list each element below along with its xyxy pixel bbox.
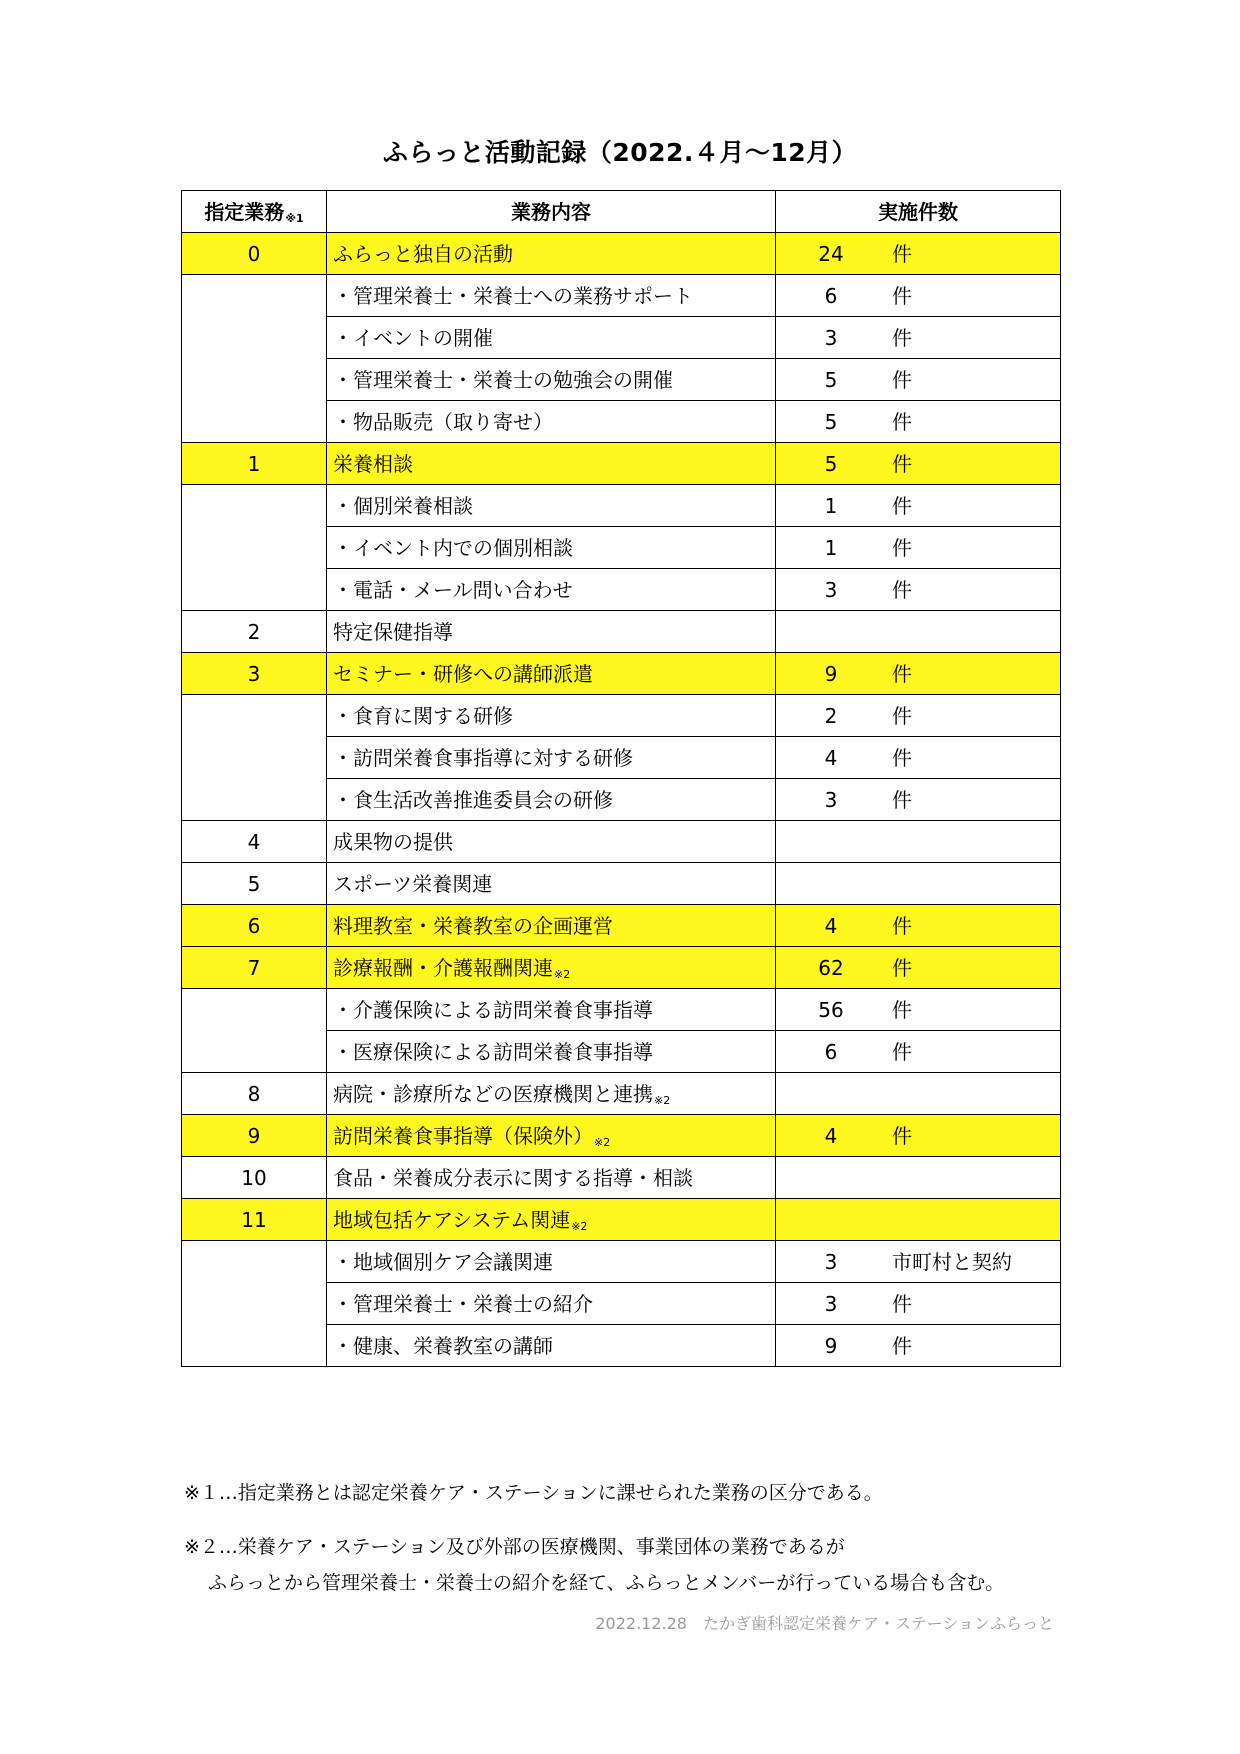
count-cell	[776, 653, 1061, 695]
work-content-text: ・管理栄養士・栄養士の勉強会の開催	[333, 367, 673, 392]
table-row	[182, 653, 1061, 695]
work-content-text: ・個別栄養相談	[333, 493, 473, 518]
work-content-cell	[327, 1115, 776, 1157]
count-unit: 件	[892, 367, 912, 392]
table-row	[182, 1115, 1061, 1157]
count-cell	[776, 443, 1061, 485]
footnote-2-line-1: ※２…栄養ケア・ステーション及び外部の医療機関、事業団体の業務であるが	[184, 1536, 845, 1558]
work-content-text: ・健康、栄養教室の講師	[333, 1333, 553, 1358]
count-value: 3	[824, 577, 838, 602]
count-cell	[776, 233, 1061, 275]
work-content-cell	[327, 569, 776, 611]
count-value: 24	[818, 241, 844, 266]
work-content-cell	[327, 947, 776, 989]
work-content-text: ・イベント内での個別相談	[333, 535, 573, 560]
header-count: 実施件数	[776, 191, 1061, 233]
count-value: 5	[824, 409, 838, 434]
work-content-cell	[327, 1073, 776, 1115]
work-content-text: ・管理栄養士・栄養士の紹介	[333, 1291, 593, 1316]
header-work-content: 業務内容	[327, 191, 776, 233]
work-content-cell	[327, 695, 776, 737]
count-unit: 件	[892, 1039, 912, 1064]
count-cell	[776, 1031, 1061, 1073]
count-cell	[776, 317, 1061, 359]
count-unit: 件	[892, 997, 912, 1022]
count-unit: 件	[892, 661, 912, 686]
work-content-cell	[327, 527, 776, 569]
work-code-cell: 7	[182, 947, 327, 989]
work-code-cell-empty	[182, 695, 327, 821]
count-cell	[776, 905, 1061, 947]
work-content-cell	[327, 611, 776, 653]
count-unit: 件	[892, 535, 912, 560]
work-code-cell-empty	[182, 989, 327, 1073]
work-content-text: ・物品販売（取り寄せ）	[333, 409, 553, 434]
work-content-cell	[327, 275, 776, 317]
count-cell	[776, 737, 1061, 779]
count-value: 62	[818, 955, 844, 980]
work-content-text: 食品・栄養成分表示に関する指導・相談	[333, 1165, 693, 1190]
count-cell	[776, 821, 1061, 863]
work-content-cell	[327, 653, 776, 695]
table-row	[182, 443, 1061, 485]
header-designated-work: 指定業務※1	[182, 191, 327, 233]
work-content-text: 成果物の提供	[333, 829, 453, 854]
count-value: 9	[824, 661, 838, 686]
count-unit: 件	[892, 451, 912, 476]
count-unit: 市町村と契約	[892, 1249, 1012, 1274]
footer-credit: 2022.12.28 たかぎ歯科認定栄養ケア・ステーションふらっと	[595, 1614, 1054, 1633]
table-row	[182, 1199, 1061, 1241]
work-content-text: 診療報酬・介護報酬関連	[333, 955, 553, 980]
count-unit: 件	[892, 913, 912, 938]
note-marker: ※2	[554, 967, 571, 981]
count-cell	[776, 779, 1061, 821]
count-unit: 件	[892, 409, 912, 434]
count-value: 2	[824, 703, 838, 728]
work-code-cell: 2	[182, 611, 327, 653]
count-unit: 件	[892, 283, 912, 308]
work-content-cell	[327, 359, 776, 401]
work-code-cell: 5	[182, 863, 327, 905]
count-unit: 件	[892, 577, 912, 602]
count-cell	[776, 401, 1061, 443]
count-unit: 件	[892, 955, 912, 980]
work-content-cell	[327, 233, 776, 275]
count-value: 3	[824, 1291, 838, 1316]
table-row	[182, 989, 1061, 1031]
count-cell	[776, 1283, 1061, 1325]
work-content-text: ・訪問栄養食事指導に対する研修	[333, 745, 633, 770]
work-content-cell	[327, 485, 776, 527]
work-code-cell: 8	[182, 1073, 327, 1115]
table-row	[182, 947, 1061, 989]
count-cell	[776, 1325, 1061, 1367]
count-unit: 件	[892, 241, 912, 266]
count-value: 5	[824, 451, 838, 476]
count-value: 6	[824, 1039, 838, 1064]
count-cell	[776, 1199, 1061, 1241]
work-content-text: 料理教室・栄養教室の企画運営	[333, 913, 613, 938]
work-content-cell	[327, 1241, 776, 1283]
table-header-row	[182, 191, 1061, 233]
count-unit: 件	[892, 745, 912, 770]
count-cell	[776, 569, 1061, 611]
work-code-cell: 6	[182, 905, 327, 947]
work-content-cell	[327, 401, 776, 443]
count-value: 1	[824, 535, 838, 560]
work-code-cell: 10	[182, 1157, 327, 1199]
count-value: 3	[824, 1249, 838, 1274]
count-value: 5	[824, 367, 838, 392]
count-cell	[776, 1241, 1061, 1283]
work-content-cell	[327, 317, 776, 359]
work-content-text: 地域包括ケアシステム関連	[333, 1207, 571, 1232]
count-cell	[776, 359, 1061, 401]
count-cell	[776, 1073, 1061, 1115]
work-content-text: ・食育に関する研修	[333, 703, 513, 728]
table-row	[182, 275, 1061, 317]
count-cell	[776, 527, 1061, 569]
work-code-cell-empty	[182, 1241, 327, 1367]
table-row	[182, 611, 1061, 653]
count-unit: 件	[892, 325, 912, 350]
work-code-cell: 0	[182, 233, 327, 275]
header-note-marker: ※1	[285, 211, 304, 225]
activity-table	[181, 190, 1061, 1367]
work-content-text: ・電話・メール問い合わせ	[333, 577, 573, 602]
work-code-cell: 9	[182, 1115, 327, 1157]
work-content-text: スポーツ栄養関連	[333, 871, 493, 896]
count-unit: 件	[892, 703, 912, 728]
count-cell	[776, 485, 1061, 527]
work-code-cell-empty	[182, 275, 327, 443]
work-code-cell: 3	[182, 653, 327, 695]
work-content-text: 栄養相談	[333, 451, 413, 476]
count-unit: 件	[892, 787, 912, 812]
count-value: 9	[824, 1333, 838, 1358]
work-content-cell	[327, 821, 776, 863]
count-unit: 件	[892, 1291, 912, 1316]
count-unit: 件	[892, 1123, 912, 1148]
count-cell	[776, 1115, 1061, 1157]
work-content-text: ・地域個別ケア会議関連	[333, 1249, 553, 1274]
work-content-cell	[327, 989, 776, 1031]
table-row	[182, 233, 1061, 275]
work-content-cell	[327, 1283, 776, 1325]
work-content-cell	[327, 779, 776, 821]
work-content-cell	[327, 905, 776, 947]
note-marker: ※2	[571, 1219, 588, 1233]
count-value: 3	[824, 787, 838, 812]
count-cell	[776, 947, 1061, 989]
work-content-text: ・医療保険による訪問栄養食事指導	[333, 1039, 653, 1064]
work-content-text: ・介護保険による訪問栄養食事指導	[333, 997, 653, 1022]
count-value: 3	[824, 325, 838, 350]
table-row	[182, 485, 1061, 527]
work-code-cell: 4	[182, 821, 327, 863]
work-content-text: セミナー・研修への講師派遣	[333, 661, 593, 686]
table-row	[182, 695, 1061, 737]
footnote-1: ※１…指定業務とは認定栄養ケア・ステーションに課せられた業務の区分である。	[184, 1482, 883, 1504]
work-content-cell	[327, 1199, 776, 1241]
footnote-2-line-2: ふらっとから管理栄養士・栄養士の紹介を経て、ふらっとメンバーが行っている場合も含む。	[208, 1572, 1005, 1594]
work-content-cell	[327, 1325, 776, 1367]
count-value: 4	[824, 913, 838, 938]
work-code-cell: 11	[182, 1199, 327, 1241]
table-body	[182, 233, 1061, 1367]
work-content-cell	[327, 863, 776, 905]
count-value: 56	[818, 997, 844, 1022]
work-content-text: ・食生活改善推進委員会の研修	[333, 787, 613, 812]
count-value: 4	[824, 1123, 838, 1148]
work-content-cell	[327, 1031, 776, 1073]
work-content-cell	[327, 737, 776, 779]
work-content-text: ふらっと独自の活動	[333, 241, 513, 266]
table-row	[182, 1073, 1061, 1115]
count-unit: 件	[892, 1333, 912, 1358]
table-row	[182, 821, 1061, 863]
work-code-cell: 1	[182, 443, 327, 485]
count-value: 6	[824, 283, 838, 308]
work-code-cell-empty	[182, 485, 327, 611]
count-cell	[776, 989, 1061, 1031]
work-content-text: 特定保健指導	[333, 619, 453, 644]
count-unit: 件	[892, 493, 912, 518]
count-value: 1	[824, 493, 838, 518]
work-content-text: ・イベントの開催	[333, 325, 493, 350]
work-content-text: 病院・診療所などの医療機関と連携	[333, 1081, 653, 1106]
count-cell	[776, 1157, 1061, 1199]
note-marker: ※2	[654, 1093, 671, 1107]
count-cell	[776, 863, 1061, 905]
table-row	[182, 905, 1061, 947]
count-cell	[776, 611, 1061, 653]
work-content-cell	[327, 443, 776, 485]
count-cell	[776, 275, 1061, 317]
count-value: 4	[824, 745, 838, 770]
work-content-text: ・管理栄養士・栄養士への業務サポート	[333, 283, 693, 308]
page-title: ふらっと活動記録（2022.４月〜12月）	[382, 138, 858, 167]
table-row	[182, 1157, 1061, 1199]
work-content-text: 訪問栄養食事指導（保険外）	[333, 1123, 593, 1148]
table-row	[182, 1241, 1061, 1283]
table-row	[182, 863, 1061, 905]
note-marker: ※2	[594, 1135, 611, 1149]
count-cell	[776, 695, 1061, 737]
work-content-cell	[327, 1157, 776, 1199]
